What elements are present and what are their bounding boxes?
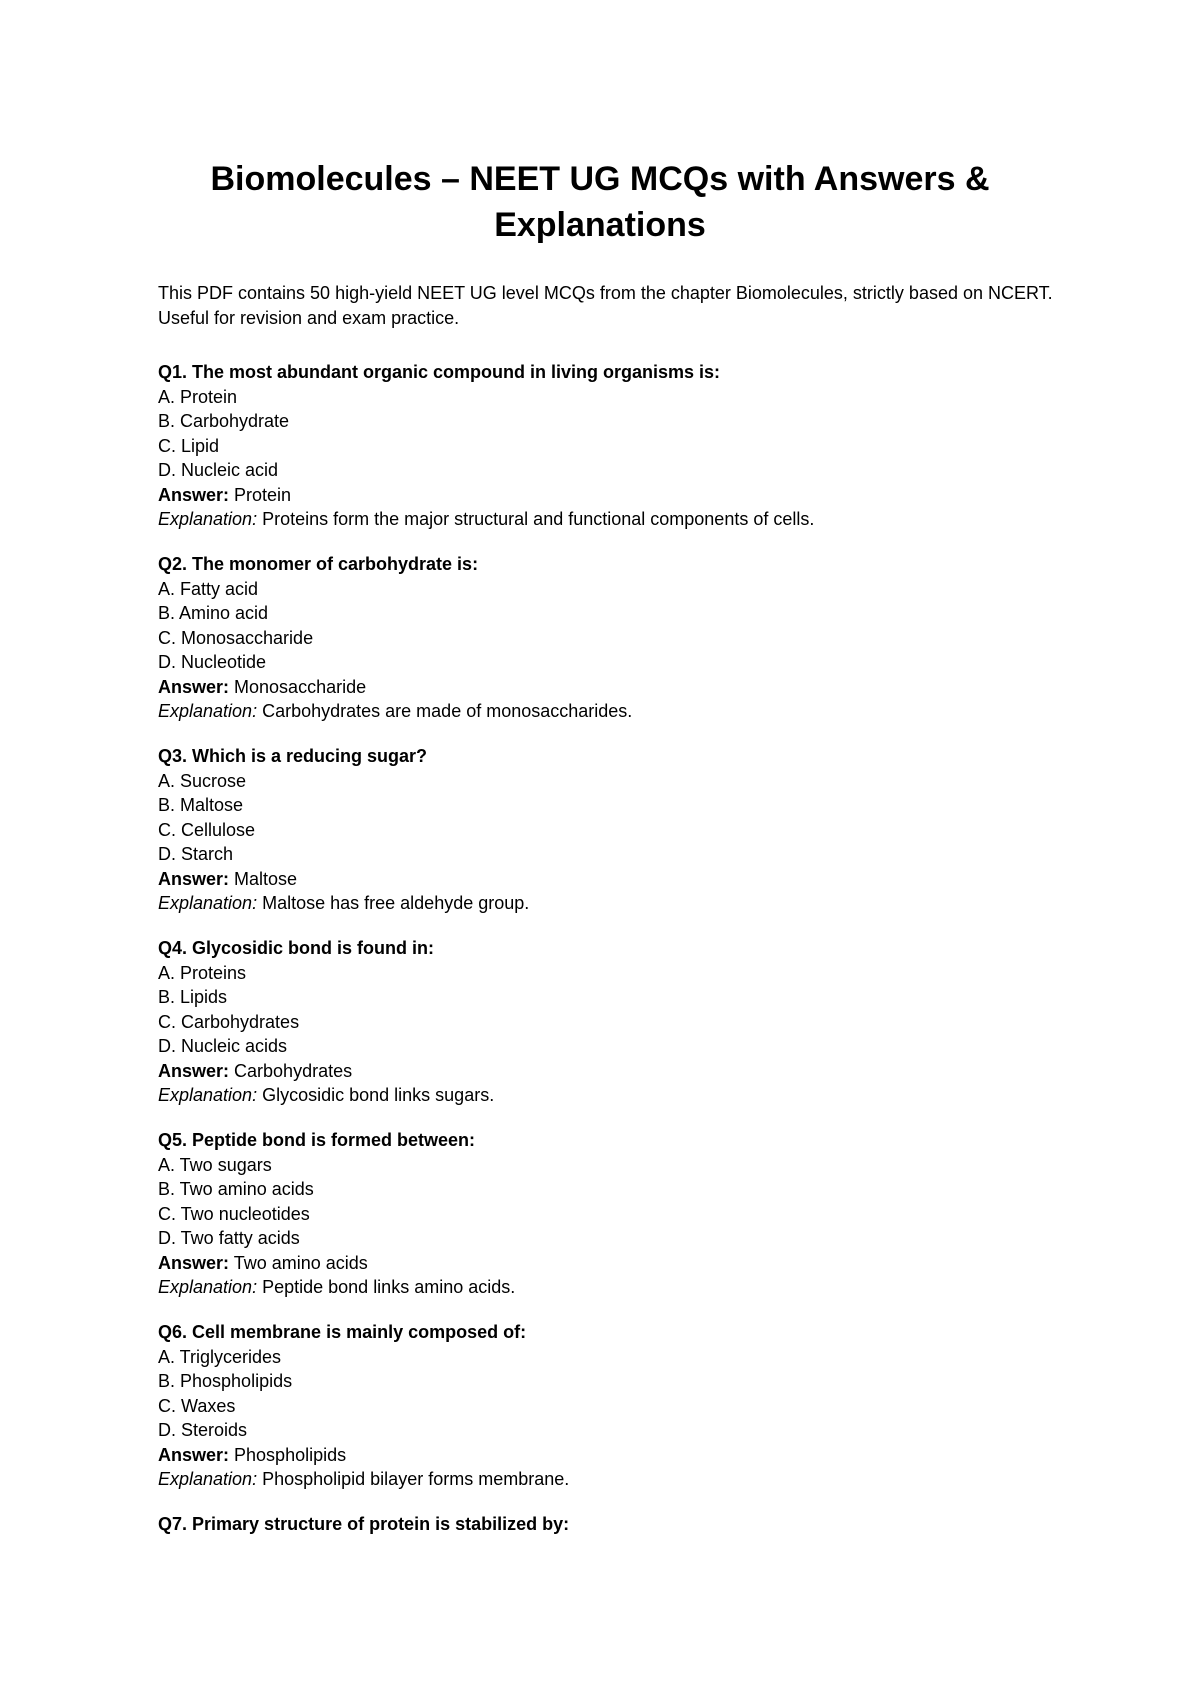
question-text: Q7. Primary structure of protein is stabilized by: bbox=[158, 1514, 570, 1534]
answer-line bbox=[158, 1443, 1058, 1468]
explanation-label: Explanation: bbox=[158, 1469, 258, 1489]
explanation-label: Explanation: bbox=[158, 1277, 258, 1297]
answer-label: Answer: bbox=[158, 484, 230, 505]
option-c: C. Monosaccharide bbox=[158, 627, 314, 648]
intro-paragraph: This PDF contains 50 high-yield NEET UG level MCQs from the chapter Biomolecules, strictly based on NCERT. Useful for revision and exam practice. bbox=[158, 283, 1053, 328]
option-a: A. Two sugars bbox=[158, 1154, 272, 1175]
answer-line bbox=[158, 675, 1058, 700]
question-text: Q1. The most abundant organic compound in living organisms is: bbox=[158, 362, 721, 382]
answer-value: Carbohydrates bbox=[234, 1060, 353, 1081]
explanation-value: Carbohydrates are made of monosaccharides. bbox=[262, 701, 633, 721]
option-b: B. Phospholipids bbox=[158, 1371, 293, 1391]
option-c: C. Lipid bbox=[158, 435, 220, 456]
option-d: D. Steroids bbox=[158, 1420, 248, 1440]
option-b: B. Lipids bbox=[158, 987, 228, 1007]
explanation-value: Proteins form the major structural and functional components of cells. bbox=[262, 509, 815, 529]
option-c: C. Cellulose bbox=[158, 819, 256, 840]
answer-line bbox=[158, 867, 1058, 892]
option-d: D. Two fatty acids bbox=[158, 1228, 300, 1248]
explanation-label: Explanation: bbox=[158, 509, 258, 529]
explanation-line bbox=[158, 1083, 1058, 1108]
option-b: B. Amino acid bbox=[158, 603, 269, 623]
question-block-2 bbox=[158, 552, 1058, 724]
option-a: A. Triglycerides bbox=[158, 1346, 282, 1367]
explanation-line bbox=[158, 507, 1058, 532]
question-text: Q3. Which is a reducing sugar? bbox=[158, 746, 428, 766]
option-d: D. Nucleic acid bbox=[158, 460, 279, 480]
option-c: C. Two nucleotides bbox=[158, 1203, 310, 1224]
answer-value: Protein bbox=[234, 484, 292, 505]
answer-label: Answer: bbox=[158, 1444, 230, 1465]
explanation-value: Glycosidic bond links sugars. bbox=[262, 1085, 495, 1105]
question-text: Q4. Glycosidic bond is found in: bbox=[158, 938, 435, 958]
answer-value: Phospholipids bbox=[234, 1444, 347, 1465]
option-a: A. Proteins bbox=[158, 962, 247, 983]
option-a: A. Sucrose bbox=[158, 770, 247, 791]
answer-label: Answer: bbox=[158, 676, 230, 697]
option-d: D. Nucleic acids bbox=[158, 1036, 288, 1056]
option-b: B. Two amino acids bbox=[158, 1179, 314, 1199]
option-d: D. Starch bbox=[158, 844, 234, 864]
explanation-value: Phospholipid bilayer forms membrane. bbox=[262, 1469, 570, 1489]
question-text: Q6. Cell membrane is mainly composed of: bbox=[158, 1322, 527, 1342]
question-text: Q2. The monomer of carbohydrate is: bbox=[158, 554, 479, 574]
explanation-label: Explanation: bbox=[158, 701, 258, 721]
answer-label: Answer: bbox=[158, 1252, 230, 1273]
explanation-line bbox=[158, 1275, 1058, 1300]
explanation-value: Maltose has free aldehyde group. bbox=[262, 893, 530, 913]
question-text: Q5. Peptide bond is formed between: bbox=[158, 1130, 476, 1150]
answer-label: Answer: bbox=[158, 1060, 230, 1081]
document-title: Biomolecules – NEET UG MCQs with Answers & Explanations bbox=[210, 160, 990, 244]
option-d: D. Nucleotide bbox=[158, 652, 267, 672]
question-block-4 bbox=[158, 936, 1058, 1108]
answer-line bbox=[158, 1251, 1058, 1276]
answer-label: Answer: bbox=[158, 868, 230, 889]
answer-value: Monosaccharide bbox=[234, 676, 367, 697]
answer-value: Maltose bbox=[234, 868, 298, 889]
question-block-7 bbox=[158, 1512, 1058, 1537]
explanation-label: Explanation: bbox=[158, 1085, 258, 1105]
explanation-line bbox=[158, 1467, 1058, 1492]
option-a: A. Fatty acid bbox=[158, 578, 259, 599]
question-block-5 bbox=[158, 1128, 1058, 1300]
option-b: B. Carbohydrate bbox=[158, 411, 290, 431]
explanation-label: Explanation: bbox=[158, 893, 258, 913]
option-c: C. Carbohydrates bbox=[158, 1011, 300, 1032]
question-block-1 bbox=[158, 360, 1058, 532]
answer-line bbox=[158, 483, 1058, 508]
question-block-6 bbox=[158, 1320, 1058, 1492]
answer-value: Two amino acids bbox=[233, 1252, 368, 1273]
question-list bbox=[158, 360, 1058, 1557]
explanation-line bbox=[158, 891, 1058, 916]
question-block-3 bbox=[158, 744, 1058, 916]
answer-line bbox=[158, 1059, 1058, 1084]
option-a: A. Protein bbox=[158, 386, 238, 407]
explanation-line bbox=[158, 699, 1058, 724]
option-c: C. Waxes bbox=[158, 1395, 236, 1416]
explanation-value: Peptide bond links amino acids. bbox=[262, 1277, 516, 1297]
option-b: B. Maltose bbox=[158, 795, 244, 815]
